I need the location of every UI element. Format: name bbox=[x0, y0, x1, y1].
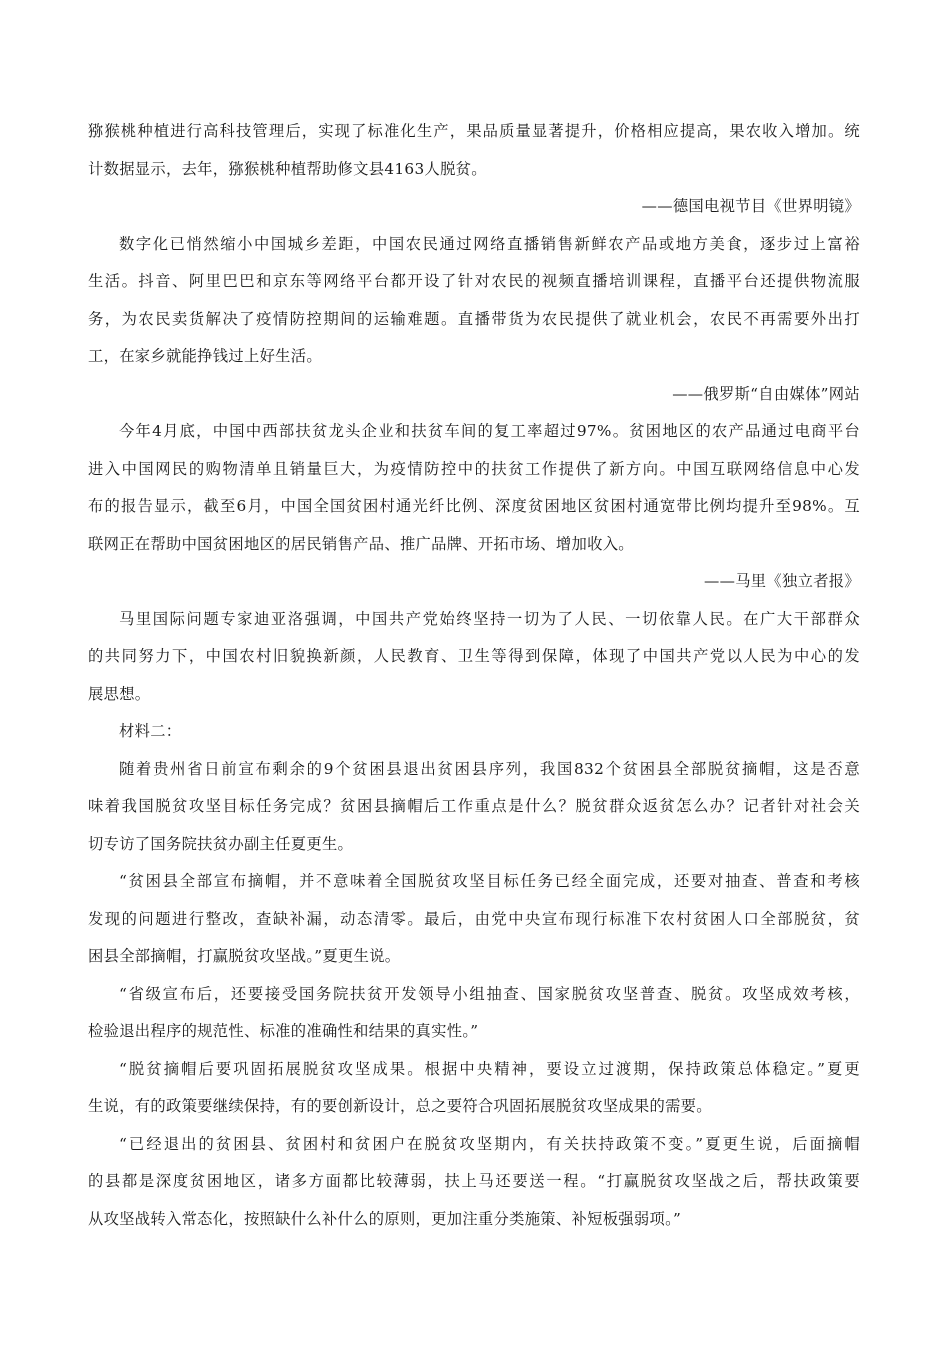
text-line: 生活。抖音、阿里巴巴和京东等网络平台都开设了针对农民的视频直播培训课程，直播平台还提供物流服 bbox=[88, 272, 860, 290]
paragraph bbox=[88, 1051, 860, 1126]
text-line: “已经退出的贫困县、贫困村和贫困户在脱贫攻坚期内，有关扶持政策不变。”夏更生说，后面摘帽 bbox=[119, 1134, 860, 1153]
text-line: 猕猴桃种植进行高科技管理后，实现了标准化生产，果品质量显著提升，价格相应提高，果农收入增加。统 bbox=[88, 122, 860, 140]
text-line: 进入中国网民的购物清单且销量巨大，为疫情防控中的扶贫工作提供了新方向。中国互联网络信息中心发 bbox=[88, 459, 860, 478]
text-line: 材料二： bbox=[119, 722, 182, 740]
paragraph bbox=[88, 976, 860, 1051]
paragraph bbox=[88, 751, 860, 864]
paragraph bbox=[88, 601, 860, 714]
text-line: 务，为农民卖货解决了疫情防控期间的运输难题。直播带货为农民提供了就业机会，农民不再需要外出打 bbox=[88, 309, 860, 328]
text-line: 随着贵州省日前宣布剩余的9个贫困县退出贫困县序列，我国832个贫困县全部脱贫摘帽，这是否意 bbox=[119, 759, 860, 778]
paragraph bbox=[88, 863, 860, 976]
paragraph bbox=[88, 226, 860, 376]
text-line: 生说，有的政策要继续保持，有的要创新设计，总之要符合巩固拓展脱贫攻坚成果的需要。 bbox=[88, 1097, 712, 1115]
document-page bbox=[88, 113, 860, 1238]
text-line: 发现的问题进行整改，查缺补漏，动态清零。最后，由党中央宣布现行标准下农村贫困人口全部脱贫，贫 bbox=[88, 909, 860, 928]
text-line: 从攻坚战转入常态化，按照缺什么补什么的原则，更加注重分类施策、补短板强弱项。” bbox=[88, 1209, 682, 1228]
text-line: 计数据显示，去年，猕猴桃种植帮助修文县4163人脱贫。 bbox=[88, 159, 487, 178]
paragraph bbox=[88, 713, 860, 751]
text-line: 布的报告显示，截至6月，中国全国贫困村通光纤比例、深度贫困地区贫困村通宽带比例均提升至98%。互 bbox=[88, 497, 860, 515]
source-attribution: ——德国电视节目《世界明镜》 bbox=[641, 197, 860, 215]
text-line: 今年4月底，中国中西部扶贫龙头企业和扶贫车间的复工率超过97%。贫困地区的农产品通过电商平台 bbox=[119, 422, 860, 440]
text-line: 的共同努力下，中国农村旧貌换新颜，人民教育、卫生等得到保障，体现了中国共产党以人民为中心的发 bbox=[88, 647, 860, 665]
text-line: 切专访了国务院扶贫办副主任夏更生。 bbox=[88, 834, 354, 853]
source-attribution: ——马里《独立者报》 bbox=[704, 572, 860, 590]
text-line: “贫困县全部宣布摘帽，并不意味着全国脱贫攻坚目标任务已经全面完成，还要对抽查、普查和考核 bbox=[119, 872, 860, 890]
text-line: 的县都是深度贫困地区，诸多方面都比较薄弱，扶上马还要送一程。“打赢脱贫攻坚战之后，帮扶政策要 bbox=[88, 1172, 860, 1190]
text-line: “省级宣布后，还要接受国务院扶贫开发领导小组抽查、国家脱贫攻坚普查、脱贫。攻坚成效考核， bbox=[119, 984, 860, 1003]
text-line: 展思想。 bbox=[88, 684, 151, 703]
text-line: 联网正在帮助中国贫困地区的居民销售产品、推广品牌、开拓市场、增加收入。 bbox=[88, 534, 634, 553]
text-line: 困县全部摘帽，打赢脱贫攻坚战。”夏更生说。 bbox=[88, 947, 401, 965]
paragraph bbox=[88, 413, 860, 563]
paragraph bbox=[88, 113, 860, 188]
text-line: “脱贫摘帽后要巩固拓展脱贫攻坚成果。根据中央精神，要设立过渡期，保持政策总体稳定。”夏更 bbox=[119, 1059, 860, 1078]
paragraph bbox=[88, 1126, 860, 1239]
text-line: 味着我国脱贫攻坚目标任务完成？贫困县摘帽后工作重点是什么？脱贫群众返贫怎么办？记者针对社会关 bbox=[88, 797, 860, 815]
text-line: 检验退出程序的规范性、标准的准确性和结果的真实性。” bbox=[88, 1022, 479, 1040]
text-line: 工，在家乡就能挣钱过上好生活。 bbox=[88, 347, 322, 365]
source-attribution: ——俄罗斯“自由媒体”网站 bbox=[672, 384, 860, 403]
text-line: 马里国际问题专家迪亚洛强调，中国共产党始终坚持一切为了人民、一切依靠人民。在广大干部群众 bbox=[119, 609, 860, 628]
text-line: 数字化已悄然缩小中国城乡差距，中国农民通过网络直播销售新鲜农产品或地方美食，逐步过上富裕 bbox=[119, 234, 860, 253]
